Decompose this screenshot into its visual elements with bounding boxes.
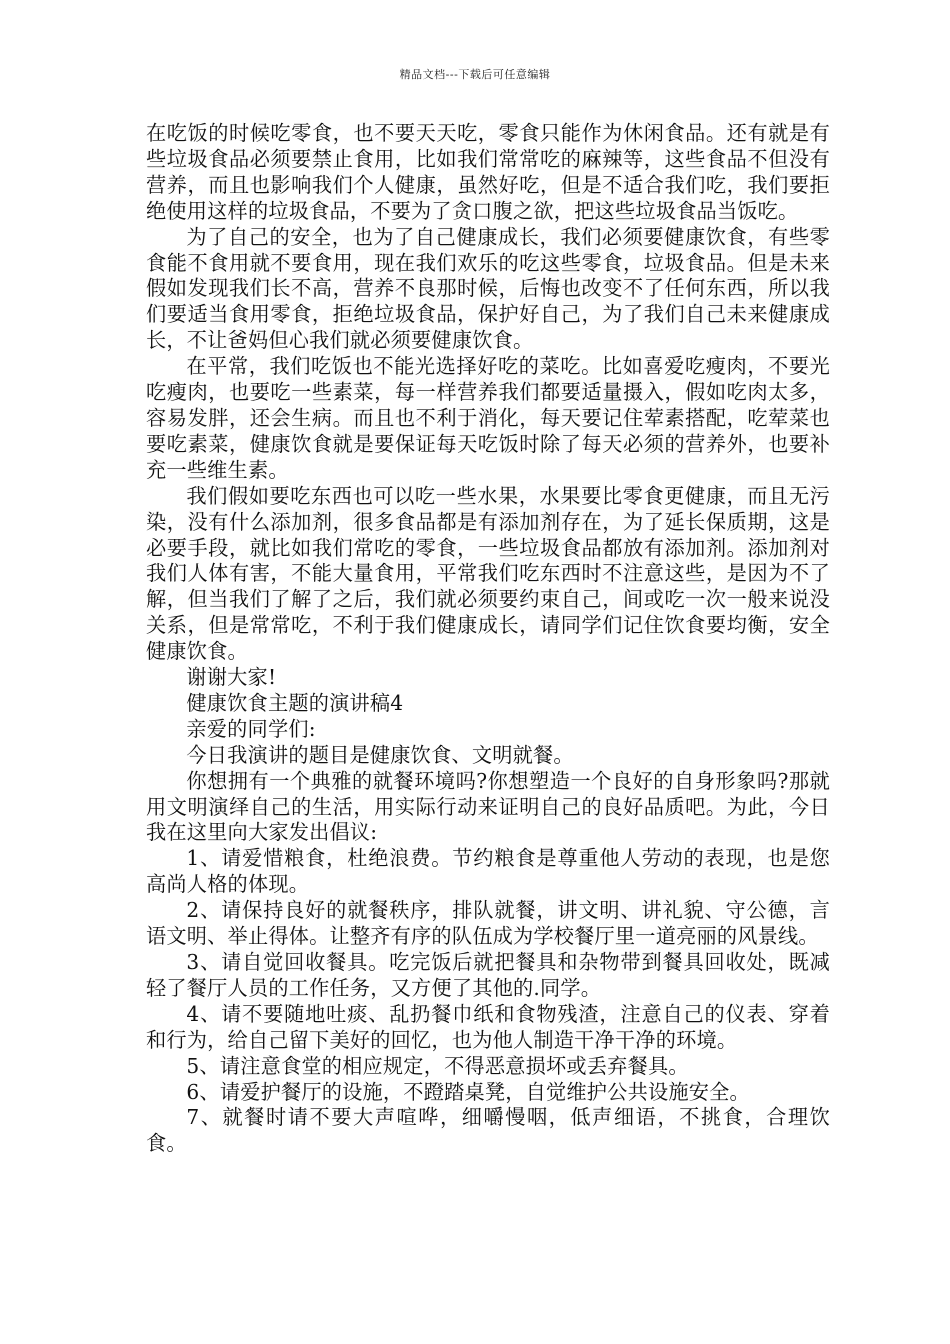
- list-item: 5、请注意食堂的相应规定，不得恶意损坏或丢弃餐具。: [186, 1053, 689, 1078]
- paragraph-continued: 在吃饭的时候吃零食，也不要天天吃，零食只能作为休闲食品。还有就是有些垃圾食品必须要禁止食用，比如我们常常吃的麻辣等，这些食品不但没有营养，而且也影响我们个人健康，虽然好吃，但是不适合我们吃，我们要拒绝使用这样的垃圾食品，不要为了贪口腹之欲，把这些垃圾食品当饭吃。: [146, 121, 830, 223]
- paragraph: 为了自己的安全，也为了自己健康成长，我们必须要健康饮食，有些零食能不食用就不要食用，现在我们欢乐的吃这些零食，垃圾食品。但是未来假如发现我们长不高，营养不良那时候，后悔也改变不了任何东西，所以我们要适当食用零食，拒绝垃圾食品，保护好自己，为了我们自己未来健康成长，不让爸妈但心我们就必须要健康饮食。: [146, 224, 830, 353]
- speech-topic: 今日我演讲的题目是健康饮食、文明就餐。: [186, 742, 574, 767]
- list-item: 6、请爱护餐厅的设施，不蹬踏桌凳，自觉维护公共设施安全。: [186, 1079, 750, 1104]
- list-item: 2、请保持良好的就餐秩序，排队就餐，讲文明、讲礼貌、守公德，言语文明、举止得体。让整齐有序的队伍成为学校餐厅里一道亮丽的风景线。: [146, 898, 830, 949]
- paragraph: 我们假如要吃东西也可以吃一些水果，水果要比零食更健康，而且无污染，没有什么添加剂，很多食品都是有添加剂存在，为了延长保质期，这是必要手段，就比如我们常吃的零食，一些垃圾食品都放有添加剂。添加剂对我们人体有害，不能大量食用，平常我们吃东西时不注意这些，是因为不了解，但当我们了解了之后，我们就必须要约束自己，间或吃一次一般来说没关系，但是常常吃，不利于我们健康成长，请同学们记住饮食要均衡，安全健康饮食。: [146, 483, 830, 664]
- paragraph: 在平常，我们吃饭也不能光选择好吃的菜吃。比如喜爱吃瘦肉，不要光吃瘦肉，也要吃一些素菜，每一样营养我们都要适量摄入，假如吃肉太多，容易发胖，还会生病。而且也不利于消化，每天要记住荤素搭配，吃荤菜也要吃素菜，健康饮食就是要保证每天吃饭时除了每天必须的营养外，也要补充一些维生素。: [146, 354, 830, 482]
- document-body: [146, 121, 830, 1157]
- paragraph: 你想拥有一个典雅的就餐环境吗?你想塑造一个良好的自身形象吗?那就用文明演绎自己的生活，用实际行动来证明自己的良好品质吧。为此，今日我在这里向大家发出倡议:: [146, 768, 830, 845]
- list-item: 4、请不要随地吐痰、乱扔餐巾纸和食物残渣，注意自己的仪表、穿着和行为，给自己留下美好的回忆，也为他人制造干净干净的环境。: [146, 1001, 830, 1052]
- salutation: 亲爱的同学们:: [186, 716, 316, 741]
- list-item: 3、请自觉回收餐具。吃完饭后就把餐具和杂物带到餐具回收处，既减轻了餐厅人员的工作任务，又方便了其他的.同学。: [146, 950, 830, 1000]
- section-title: 健康饮食主题的演讲稿4: [186, 690, 404, 715]
- page-header: 精品文档---下载后可任意编辑: [399, 68, 551, 81]
- closing-thanks: 谢谢大家!: [186, 665, 277, 690]
- list-item: 1、请爱惜粮食，杜绝浪费。节约粮食是尊重他人劳动的表现，也是您高尚人格的体现。: [146, 846, 830, 897]
- list-item: 7、就餐时请不要大声喧哗，细嚼慢咽，低声细语，不挑食，合理饮食。: [146, 1105, 830, 1156]
